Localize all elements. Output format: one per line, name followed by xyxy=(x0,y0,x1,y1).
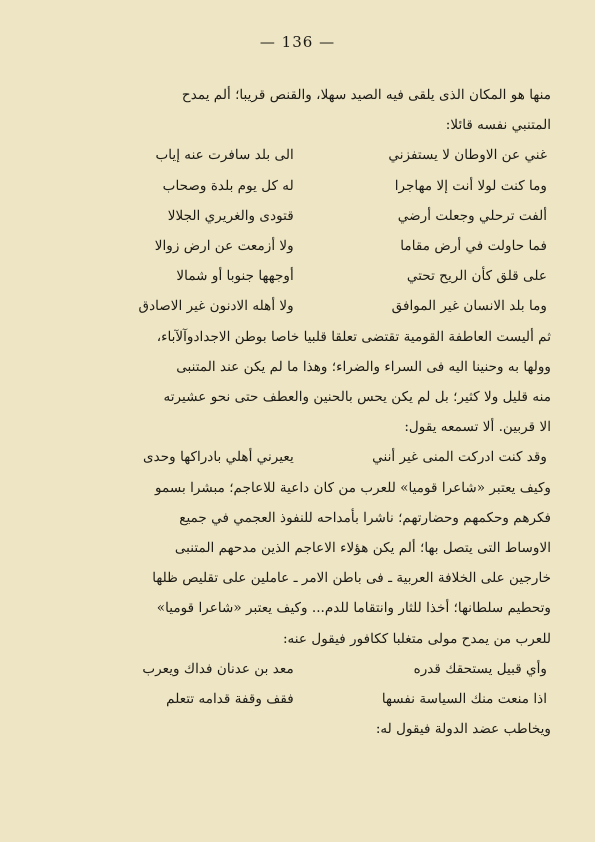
text-line: الاوساط التى يتصل بها؛ ألم يكن هؤلاء الاعاجم الذين مدحهم المتنبى xyxy=(174,540,551,557)
verse-first-hemistich: فما حاولت في أرض مقاما xyxy=(400,238,547,255)
verse-second-hemistich: له كل يوم بلدة وصحاب xyxy=(162,177,294,194)
text-line: المتنبي نفسه قائلا: xyxy=(445,117,551,134)
text-line: وولها به وحنينا اليه فى السراء والضراء؛ وهذا ما لم يكن عند المتنبى xyxy=(176,358,551,375)
verse-first-hemistich: وما كنت لولا أنت إلا مهاجرا xyxy=(394,177,547,194)
verse-line xyxy=(56,231,551,261)
verse-first-hemistich: وأي قبيل يستحقك قدره xyxy=(413,660,547,677)
verse-second-hemistich: معد بن عدنان فداك ويعرب xyxy=(142,660,294,677)
verse-line xyxy=(56,140,551,170)
verse-line xyxy=(56,684,551,714)
text-line: وكيف يعتبر «شاعرا قوميا» للعرب من كان داعية للاعاجم؛ مبشرا بسمو xyxy=(155,479,551,496)
text-line: الا قربين. ألا تسمعه يقول: xyxy=(404,419,551,436)
verse-first-hemistich: اذا منعت منك السياسة نفسها xyxy=(381,691,547,708)
verse-second-hemistich: ولا أهله الادنون غير الاصادق xyxy=(138,298,294,315)
page-number: — 136 — xyxy=(259,33,336,51)
verse-second-hemistich: ولا أزمعت عن ارض زوالا xyxy=(154,238,294,255)
verse-first-hemistich: غني عن الاوطان لا يستفزني xyxy=(388,147,547,164)
verse-line xyxy=(56,201,551,231)
verse-first-hemistich: على قلق كأن الريح تحتي xyxy=(406,268,547,285)
verse-second-hemistich: أوجهها جنوبا أو شمالا xyxy=(176,268,294,285)
verse-line xyxy=(56,442,551,472)
verse-second-hemistich: فقف وقفة قدامه تتعلم xyxy=(166,691,294,708)
text-line: للعرب من يمدح مولى متغلبا ككافور فيقول عنه: xyxy=(282,630,551,647)
verse-line xyxy=(56,654,551,684)
verse-second-hemistich: قتودى والغريري الجلالا xyxy=(167,207,294,224)
verse-second-hemistich: يعيرني أهلي بادراكها وحدى xyxy=(143,449,294,466)
verse-line xyxy=(56,291,551,321)
verse-first-hemistich: وقد كنت ادركت المنى غير أنني xyxy=(372,449,547,466)
page-body xyxy=(56,80,551,744)
verse-line xyxy=(56,171,551,201)
verse-first-hemistich: ألفت ترحلي وجعلت أرضي xyxy=(397,207,547,224)
text-line: خارجين على الخلافة العربية ـ فى باطن الامر ـ عاملين على تقليص ظلها xyxy=(152,570,551,587)
verse-line xyxy=(56,261,551,291)
text-line: فكرهم وحكمهم وحضارتهم؛ ناشرا بأمداحه للنفوذ العجمي في جميع xyxy=(179,509,551,526)
text-line: منه قليل ولا كثير؛ بل لم يكن يحس بالحنين والعطف حتى نحو عشيرته xyxy=(163,389,551,406)
text-line: ويخاطب عضد الدولة فيقول له: xyxy=(375,721,551,738)
text-line: ثم أليست العاطفة القومية تقتضى تعلقا قلبيا خاصا بوطن الاجدادوآلآباء، xyxy=(156,328,551,345)
text-line: منها هو المكان الذى يلقى فيه الصيد سهلا، والقنص قريبا؛ ألم يمدح xyxy=(181,87,551,103)
verse-first-hemistich: وما بلد الانسان غير الموافق xyxy=(391,298,547,315)
text-line: وتحطيم سلطانها؛ أخذا للثار وانتقاما للدم... وكيف يعتبر «شاعرا قوميا» xyxy=(156,600,551,617)
verse-second-hemistich: الى بلد سافرت عنه إياب xyxy=(155,147,294,164)
